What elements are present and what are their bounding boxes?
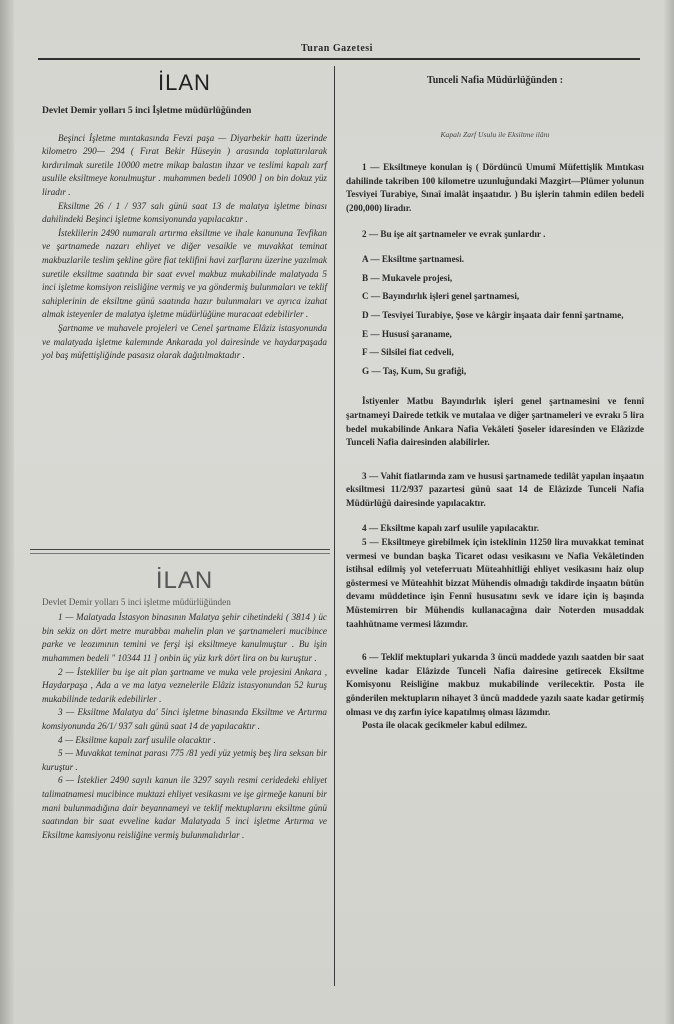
notice-paragraph: 2 — İstekliler bu işe ait plan şartname ve muka vele projesini Ankara , Haydarpaşa , Ada a ve ma latya veznelerile Elâziz istasyonundan 52 kuruş mukabilinde tedarik edebilirler . bbox=[42, 666, 327, 704]
notice-paragraph: 2 — Bu işe ait şartnameler ve evrak şunlardır . bbox=[362, 228, 546, 239]
section-divider-secondary bbox=[30, 553, 330, 554]
section-divider bbox=[30, 549, 330, 550]
list-item: A — Eksiltme şartnamesi. bbox=[362, 254, 465, 265]
list-item: G — Taş, Kum, Su grafiği, bbox=[362, 365, 467, 376]
notice-title: Tunceli Nafia Müdürlüğünden : bbox=[426, 75, 564, 86]
notice-paragraph: 1 — Malatyada İstasyon binasının Malatya şehir cihetindeki ( 3814 ) üc bin sekiz on dört metre murabbaı mahelin plan ve şartnameleri mucibince parke ve leozımının temini ve ferşi işi eksiltmeye kanulmuştur . Bu işin muhammen bedeli " 10344 11 ] onbin üç yüz kırk dört lira on bu kuruştur . bbox=[42, 612, 327, 663]
column-divider bbox=[334, 66, 335, 986]
notice-paragraph: 3 — Vahit fiatlarında zam ve hususi şartnamede tedilât yapılan inşaatın eksiltmesi 11/2/937 pazartesi günü saat 14 de Elâzizde Tunceli Nafia Müdürlüğü dairesinde yapılacaktır. bbox=[346, 470, 644, 508]
list-item: E — Hususî şaraname, bbox=[362, 328, 452, 339]
left-top-notice bbox=[42, 70, 327, 363]
spacer bbox=[346, 450, 644, 470]
notice-paragraph: 4 — Eksiltme kapalı zarf usulile yapılacaktır. bbox=[362, 523, 540, 534]
document-list bbox=[346, 253, 644, 378]
notice-paragraph: 1 — Eksiltmeye konulan iş ( Dördüncü Umumî Müfettişlik Mıntıkası dahilinde takriben 100 kilometre uzunluğundaki Mazgirt—Plümer yolunun Tesviyei Turabiye, Sınaî imalât inşaatıdır. ) Bu işlerin tahmin edilen bedeli (200,000) liradır. bbox=[346, 162, 644, 213]
notice-body bbox=[42, 132, 327, 363]
spacer bbox=[346, 241, 644, 253]
left-bottom-notice bbox=[42, 567, 327, 842]
list-item: B — Mukavele projesi, bbox=[362, 272, 453, 283]
notice-heading: İLAN bbox=[158, 70, 211, 95]
notice-paragraph: 6 — Teklif mektuplari yukarıda 3 üncü maddede yazılı saatden bir saat evveline kadar Elâzizde Tunceli Nafia dairesine getirecek Eksiltme Komisyonu Reisliğine makbuz mukabilinde verilecektir. Posta ile gönderilen mektupların nihayet 3 üncü maddede yazılı saate kadar getirmiş olması ve dış zarfın iyice kapatılmış olması lâzımdır. bbox=[346, 652, 644, 717]
page-edge-left bbox=[0, 0, 14, 1024]
notice-subtitle: Kapalı Zarf Usulu ile Eksiltme ilânı bbox=[440, 129, 550, 139]
spacer bbox=[346, 216, 644, 228]
list-item: D — Tesviyei Turabiye, Şose ve kârgir inşaata dair fennî şartname, bbox=[362, 309, 624, 320]
notice-heading: İLAN bbox=[155, 567, 214, 594]
page-edge-right bbox=[664, 0, 674, 1024]
notice-paragraph: Şartname ve muhavele projeleri ve Cenel şartname Elâziz istasyonunda ve malatyada işletme kalemınde Ankarada yol dairesinde ve haydarpaşada yol baş müfettişliğinde pasasız olarak dağıtılmaktadır . bbox=[42, 322, 327, 361]
spacer bbox=[346, 631, 644, 651]
spacer bbox=[346, 383, 644, 395]
notice-paragraph: Eksiltme 26 / 1 / 937 salı günü saat 13 de malatya işletme binası dahilindeki Beşinci işletme komsiyonunda yapılacaktır . bbox=[42, 200, 327, 225]
notice-paragraph: Posta ile olacak gecikmeler kabul edilmez. bbox=[362, 720, 528, 731]
notice-paragraph: 4 — Eksiltme kapalı zarf usulile olacaktır . bbox=[58, 734, 216, 745]
top-rule bbox=[38, 58, 640, 60]
notice-paragraph: Beşinci İşletme mıntakasında Fevzi paşa — Diyarbekir hattı üzerinde kilometro 290— 294 ( Fırat Bekir Hüseyin ) arasında toplattırılarak kırdırılmak suretile 10000 metre mikap balastın ihzar ve teslimi kapalı zarf usulile eksiltmeye konulmuştur . muhammen bedeli 10900 ] on bin dokuz yüz liradır . bbox=[42, 132, 327, 197]
notice-paragraph: 5 — Muvakkat teminat parası 775 /81 yedi yüz yetmiş beş lira seksan bir kuruştur . bbox=[42, 748, 327, 772]
notice-body bbox=[42, 611, 327, 842]
list-item: F — Silsilei fiat cedveli, bbox=[362, 347, 454, 358]
notice-subheading: Devlet Demir yolları 5 inci işletme müdürlüğünden bbox=[42, 596, 231, 607]
notice-paragraph: 3 — Eksiltme Malatya da' 5inci işletme binasında Eksiltme ve Artırma komsiyonunda 26/1/ 937 salı günü saat 14 de yapılacaktır . bbox=[42, 707, 327, 731]
notice-paragraph: 5 — Eksiltmeye girebilmek için isteklinin 11250 lira muvakkat teminat vermesi ve bundan başka Ticaret odası vesikasını ve Nafia Vekâletinden istihsal edilmiş yol veteferruatı Müteahhitliği ehliyet vesikasını haiz olup göstermesi ve Müteahhit bizzat Mühendis olmadığı takdirde inşaatın bütün devamı müddetince işin Fennî hususatını sevk ve idare için iş başında Müstemirren bir Mühendis kullanacağına dair Noterden musaddak taahhütname vermesi lâzımdır. bbox=[346, 537, 644, 629]
notice-paragraph: İstiyenler Matbu Bayındırlık işleri genel şartnamesini ve fennî şartnameyi Dairede tetkik ve mutalaa ve diğer şartnameleri ve evrakı 5 lira bedel mukabilinde Ankara Nafia Vekâleti Şoseler idaresinden ve Elâzizde Tunceli Nafia dairesinden alabilirler. bbox=[346, 396, 644, 448]
notice-paragraph: 6 — İsteklier 2490 sayılı kanun ile 3297 sayılı resmi ceridedeki ehliyet talimatnamesi mucibince muktazi ehliyet vesikasını ve işe girmeğe kanuni bir mani bulunmadığına dair beyannameyi ve teklif mektuplarını eksiltme günü saatından bir saat evveline kadar Malatyada 5 inci işletme Artırma ve Eksiltme kamsiyonu reisliğine vermiş bulunmalıdırlar . bbox=[42, 775, 327, 840]
right-notice bbox=[346, 70, 644, 733]
spacer bbox=[346, 510, 644, 522]
notice-paragraph: İsteklilerin 2490 numaralı artırma eksiltme ve ihale kanununa Tevfikan ve şartnamede nazarı ehliyet ve diğer vesaikle ve muvakkat teminat makbuzlarile teslim şekline göre fiat teklifini havi zarflarını üzerine yazılmak suretile eksiltme saatında bir saat evvel makbuz mukabilinde malatyada 5 inci işletme komsiyon reisliğine vermiş ve ya göndermiş bulunmaları ve teklif sahiplerinin de eksiltme günü saatında hazır bulunmaları ve ayrıca izahat almak isteyenler de malatya işletme müdürlüğüne muracaat edebilirler . bbox=[42, 227, 327, 320]
masthead: Turan Gazetesi bbox=[301, 43, 373, 54]
list-item: C — Bayındırlık işleri genel şartnamesi, bbox=[362, 291, 520, 302]
notice-subheading: Devlet Demir yolları 5 inci İşletme müdürlüğünden bbox=[42, 104, 252, 116]
